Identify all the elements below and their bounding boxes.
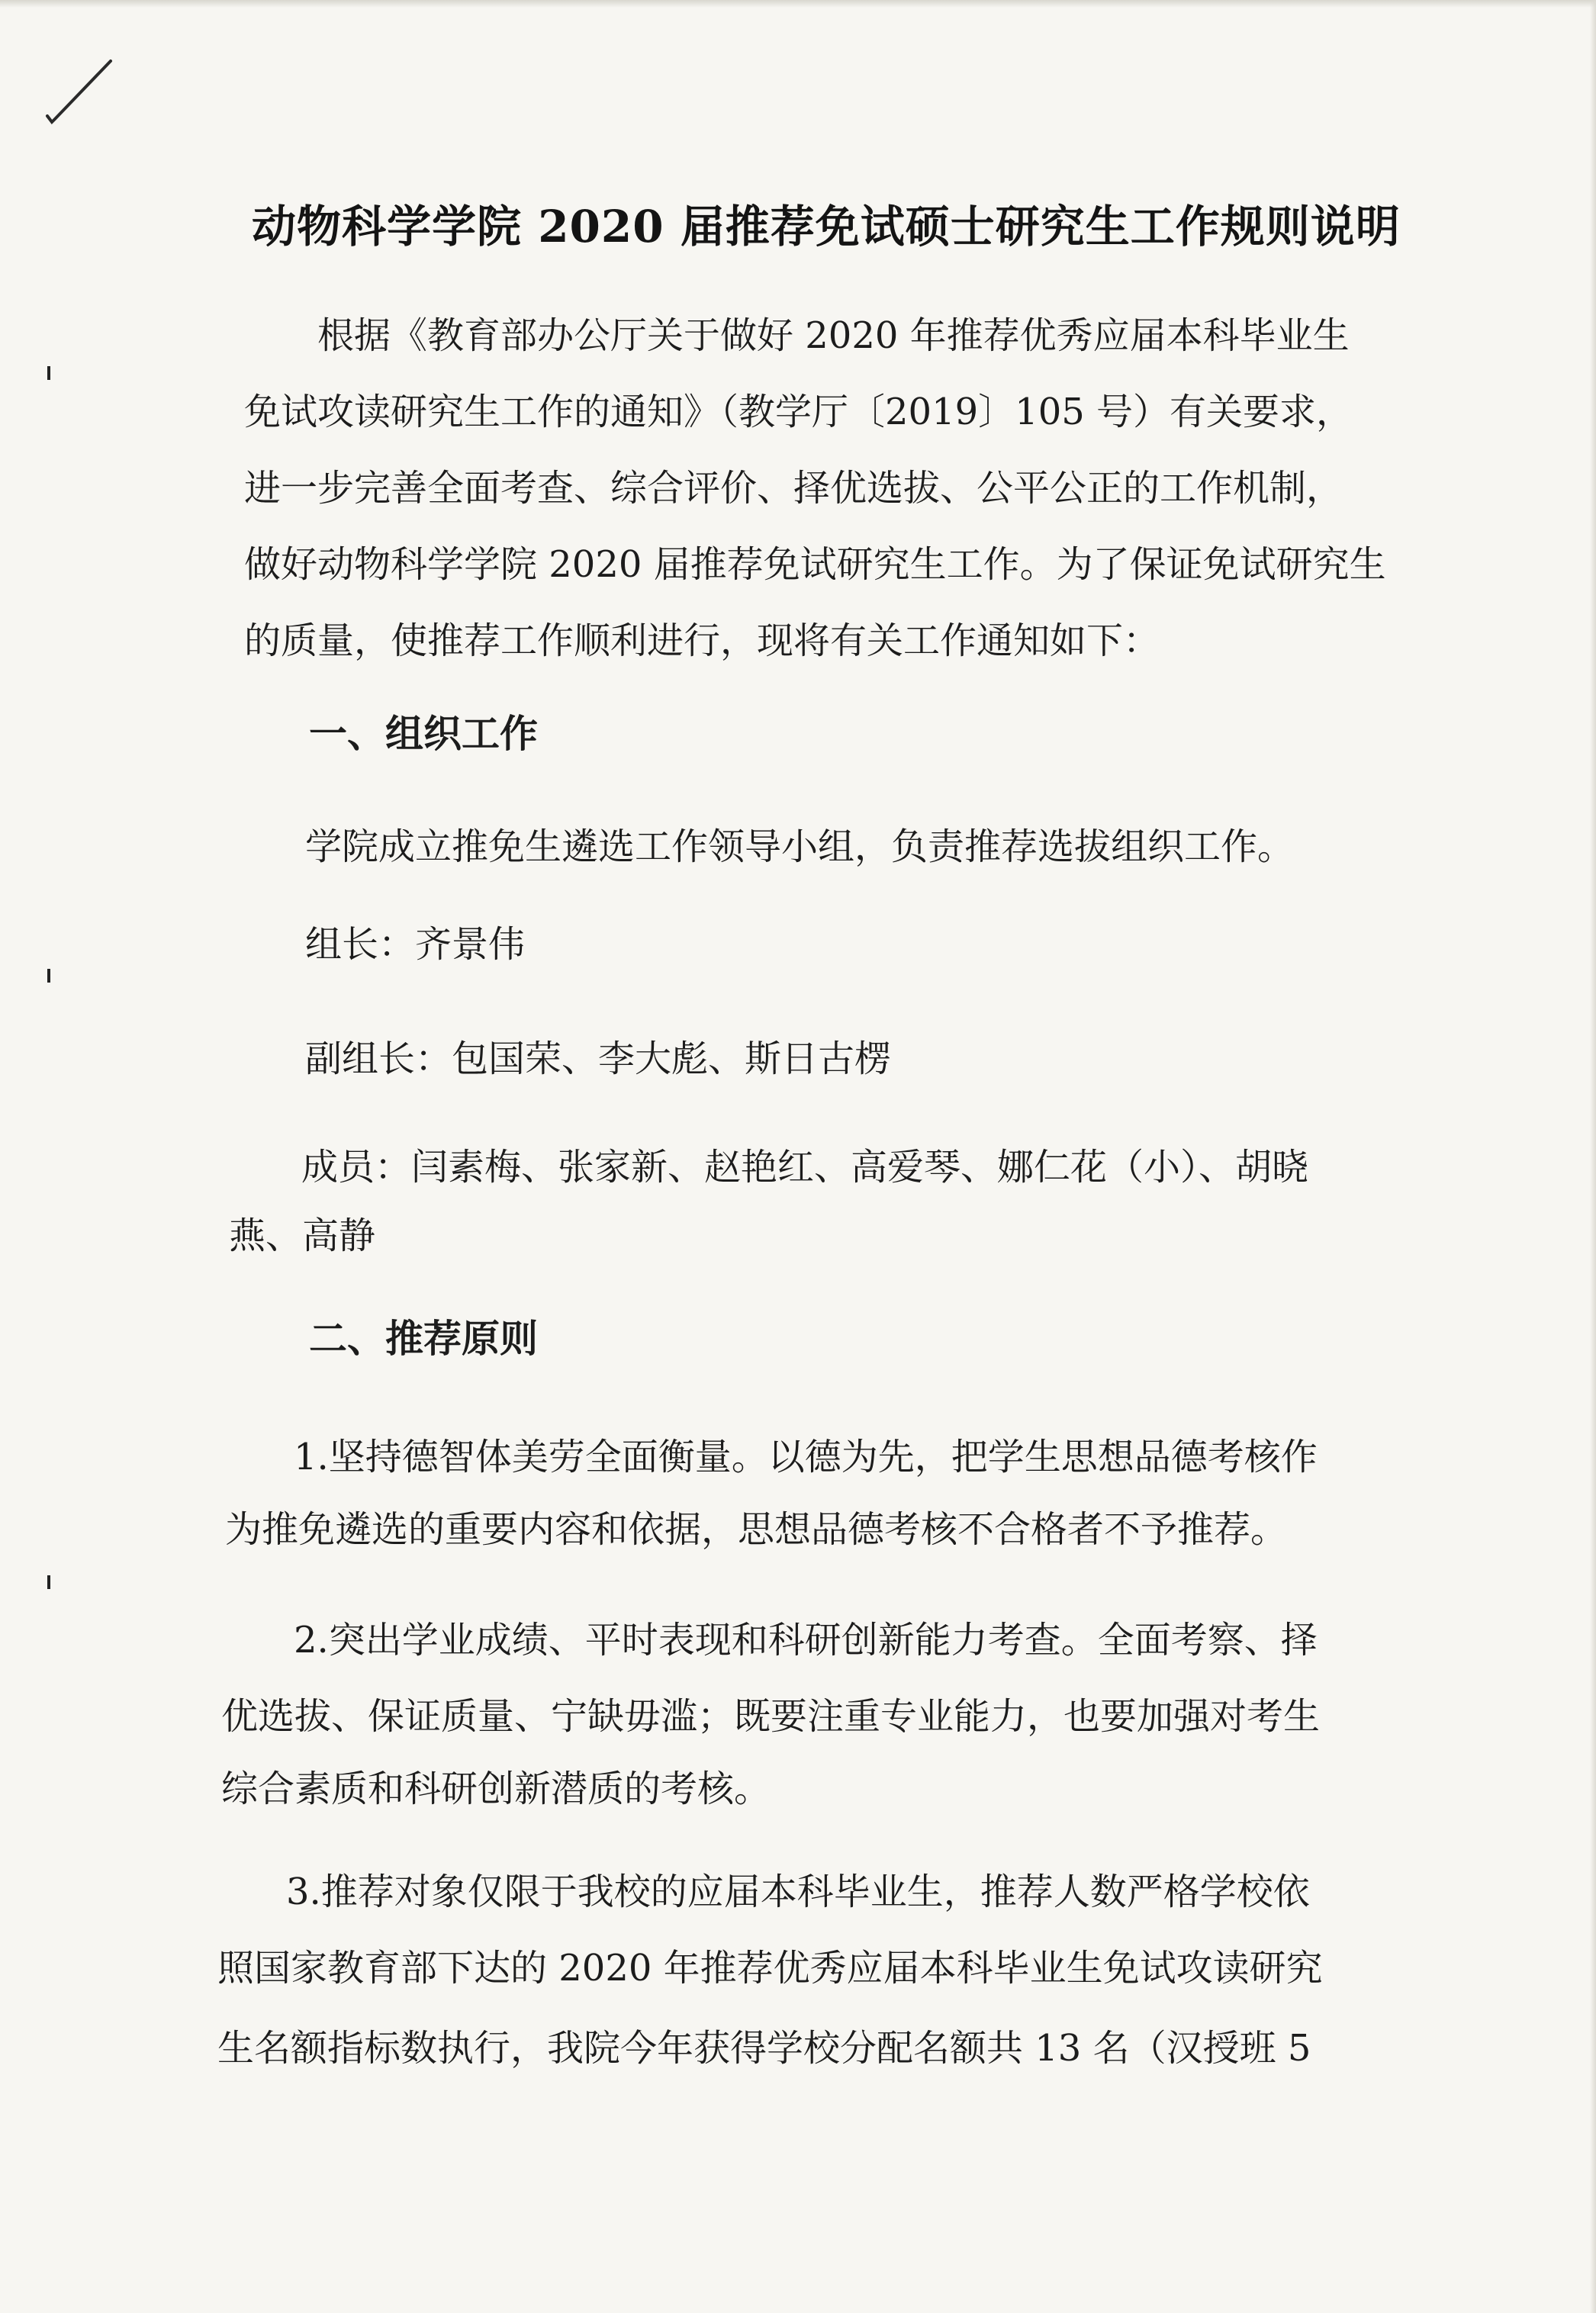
intro-line: 做好动物科学学院 2020 届推荐免试研究生工作。为了保证免试研究生: [244, 543, 1386, 586]
intro-line: 进一步完善全面考查、综合评价、择优选拔、公平公正的工作机制，: [244, 467, 1343, 510]
document-title: 动物科学学院 2020 届推荐免试硕士研究生工作规则说明: [252, 201, 1401, 253]
intro-line: 免试攻读研究生工作的通知》（教学厅〔2019〕105 号）有关要求，: [244, 391, 1353, 433]
principle-3-line: 3.推荐对象仅限于我校的应届本科毕业生，推荐人数严格学校依: [286, 1871, 1310, 1913]
principle-2-line: 综合素质和科研创新潜质的考核。: [221, 1768, 771, 1810]
principle-2-line: 优选拔、保证质量、宁缺毋滥；既要注重专业能力，也要加强对考生: [221, 1695, 1321, 1738]
principle-3-line: 照国家教育部下达的 2020 年推荐优秀应届本科毕业生免试攻读研究: [217, 1947, 1323, 1990]
binding-hole-mark: [47, 366, 50, 380]
intro-paragraph: [244, 298, 1386, 679]
scan-shadow-right: [1590, 0, 1596, 2313]
principle-2-line: 2.突出学业成绩、平时表现和科研创新能力考查。全面考察、择: [294, 1619, 1318, 1662]
section-heading-organization: 一、组织工作: [309, 711, 538, 756]
members-line: 成员：闫素梅、张家新、赵艳红、高爱琴、娜仁花（小）、胡晓: [301, 1146, 1309, 1189]
intro-line: 根据《教育部办公厅关于做好 2020 年推荐优秀应届本科毕业生: [317, 314, 1350, 357]
intro-line: 的质量，使推荐工作顺利进行，现将有关工作通知如下：: [244, 619, 1160, 662]
principle-1-line: 1.坚持德智体美劳全面衡量。以德为先，把学生思想品德考核作: [294, 1436, 1318, 1478]
organization-intro: 学院成立推免生遴选工作领导小组，负责推荐选拔组织工作。: [305, 825, 1295, 868]
scan-shadow-top: [0, 0, 1596, 8]
group-leader: 组长：齐景伟: [305, 923, 526, 966]
members-line: 燕、高静: [229, 1214, 376, 1257]
binding-hole-mark: [47, 969, 50, 983]
section-heading-principles: 二、推荐原则: [309, 1316, 538, 1361]
principle-3-line: 生名额指标数执行，我院今年获得学校分配名额共 13 名（汉授班 5: [217, 2027, 1311, 2070]
binding-hole-mark: [47, 1575, 50, 1589]
principle-1-line: 为推免遴选的重要内容和依据，思想品德考核不合格者不予推荐。: [225, 1508, 1288, 1551]
pen-check-mark: [38, 46, 130, 137]
deputy-leaders: 副组长：包国荣、李大彪、斯日古楞: [305, 1037, 892, 1080]
